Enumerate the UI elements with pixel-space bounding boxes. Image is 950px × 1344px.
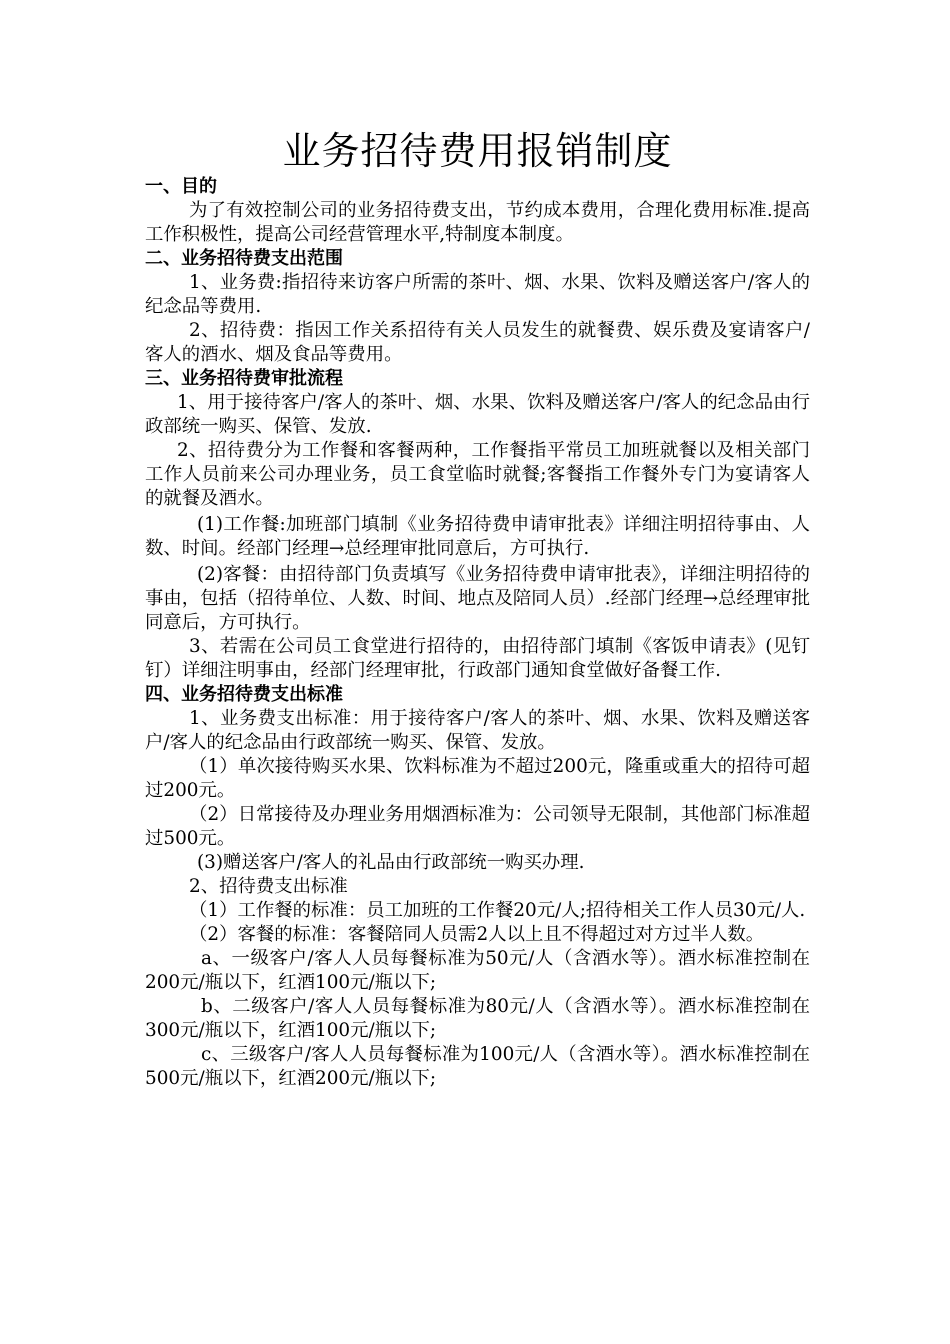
paragraph: 2、招待费支出标准	[189, 876, 348, 897]
section-heading-purpose: 一、目的	[145, 176, 217, 197]
paragraph: 1、业务费支出标准：用于接待客户/客人的茶叶、烟、水果、饮料及赠送客户/客人的纪念品由行政部统一购买、保管、发放。	[145, 708, 810, 753]
paragraph: （1）工作餐的标准：员工加班的工作餐20元/人;招待相关工作人员30元/人.	[189, 900, 806, 921]
paragraph: 1、业务费:指招待来访客户所需的茶叶、烟、水果、饮料及赠送客户/客人的纪念品等费用.	[145, 272, 810, 317]
paragraph: 2、招待费：指因工作关系招待有关人员发生的就餐费、娱乐费及宴请客户/客人的酒水、烟及食品等费用。	[145, 320, 810, 365]
paragraph: 2、招待费分为工作餐和客餐两种，工作餐指平常员工加班就餐以及相关部门工作人员前来公司办理业务，员工食堂临时就餐;客餐指工作餐外专门为宴请客人的就餐及酒水。	[145, 440, 810, 509]
paragraph: (2)客餐：由招待部门负责填写《业务招待费申请审批表》，详细注明招待的事由，包括（招待单位、人数、时间、地点及陪同人员）.经部门经理→总经理审批同意后，方可执行。	[145, 564, 810, 633]
paragraph: （1）单次接待购买水果、饮料标准为不超过200元，隆重或重大的招待可超过200元。	[145, 756, 810, 801]
paragraph: b、二级客户/客人人员每餐标准为80元/人（含酒水等）。酒水标准控制在300元/瓶以下，红酒100元/瓶以下;	[145, 996, 810, 1041]
paragraph: a、一级客户/客人人员每餐标准为50元/人（含酒水等）。酒水标准控制在200元/瓶以下，红酒100元/瓶以下;	[145, 948, 810, 993]
document-page	[145, 128, 810, 1091]
section-heading-approval: 三、业务招待费审批流程	[145, 368, 343, 389]
document-title: 业务招待费用报销制度	[282, 129, 673, 173]
section-heading-scope: 二、业务招待费支出范围	[145, 248, 343, 269]
paragraph: 3、若需在公司员工食堂进行招待的，由招待部门填制《客饭申请表》(见钉钉）详细注明事由，经部门经理审批，行政部门通知食堂做好备餐工作.	[145, 636, 810, 681]
paragraph: (1)工作餐:加班部门填制《业务招待费申请审批表》详细注明招待事由、人数、时间。经部门经理→总经理审批同意后，方可执行.	[145, 514, 810, 559]
paragraph: c、三级客户/客人人员每餐标准为100元/人（含酒水等）。酒水标准控制在500元/瓶以下，红酒200元/瓶以下;	[145, 1044, 810, 1089]
section-heading-standards: 四、业务招待费支出标准	[145, 684, 343, 705]
paragraph: （2）日常接待及办理业务用烟酒标准为：公司领导无限制，其他部门标准超过500元。	[145, 804, 810, 849]
paragraph: 1、用于接待客户/客人的茶叶、烟、水果、饮料及赠送客户/客人的纪念品由行政部统一购买、保管、发放.	[145, 392, 810, 437]
paragraph: (3)赠送客户/客人的礼品由行政部统一购买办理.	[197, 852, 585, 873]
paragraph: （2）客餐的标准：客餐陪同人员需2人以上且不得超过对方过半人数。	[189, 924, 765, 945]
paragraph: 为了有效控制公司的业务招待费支出，节约成本费用，合理化费用标准.提高工作积极性，提高公司经营管理水平,特制度本制度。	[145, 200, 810, 245]
